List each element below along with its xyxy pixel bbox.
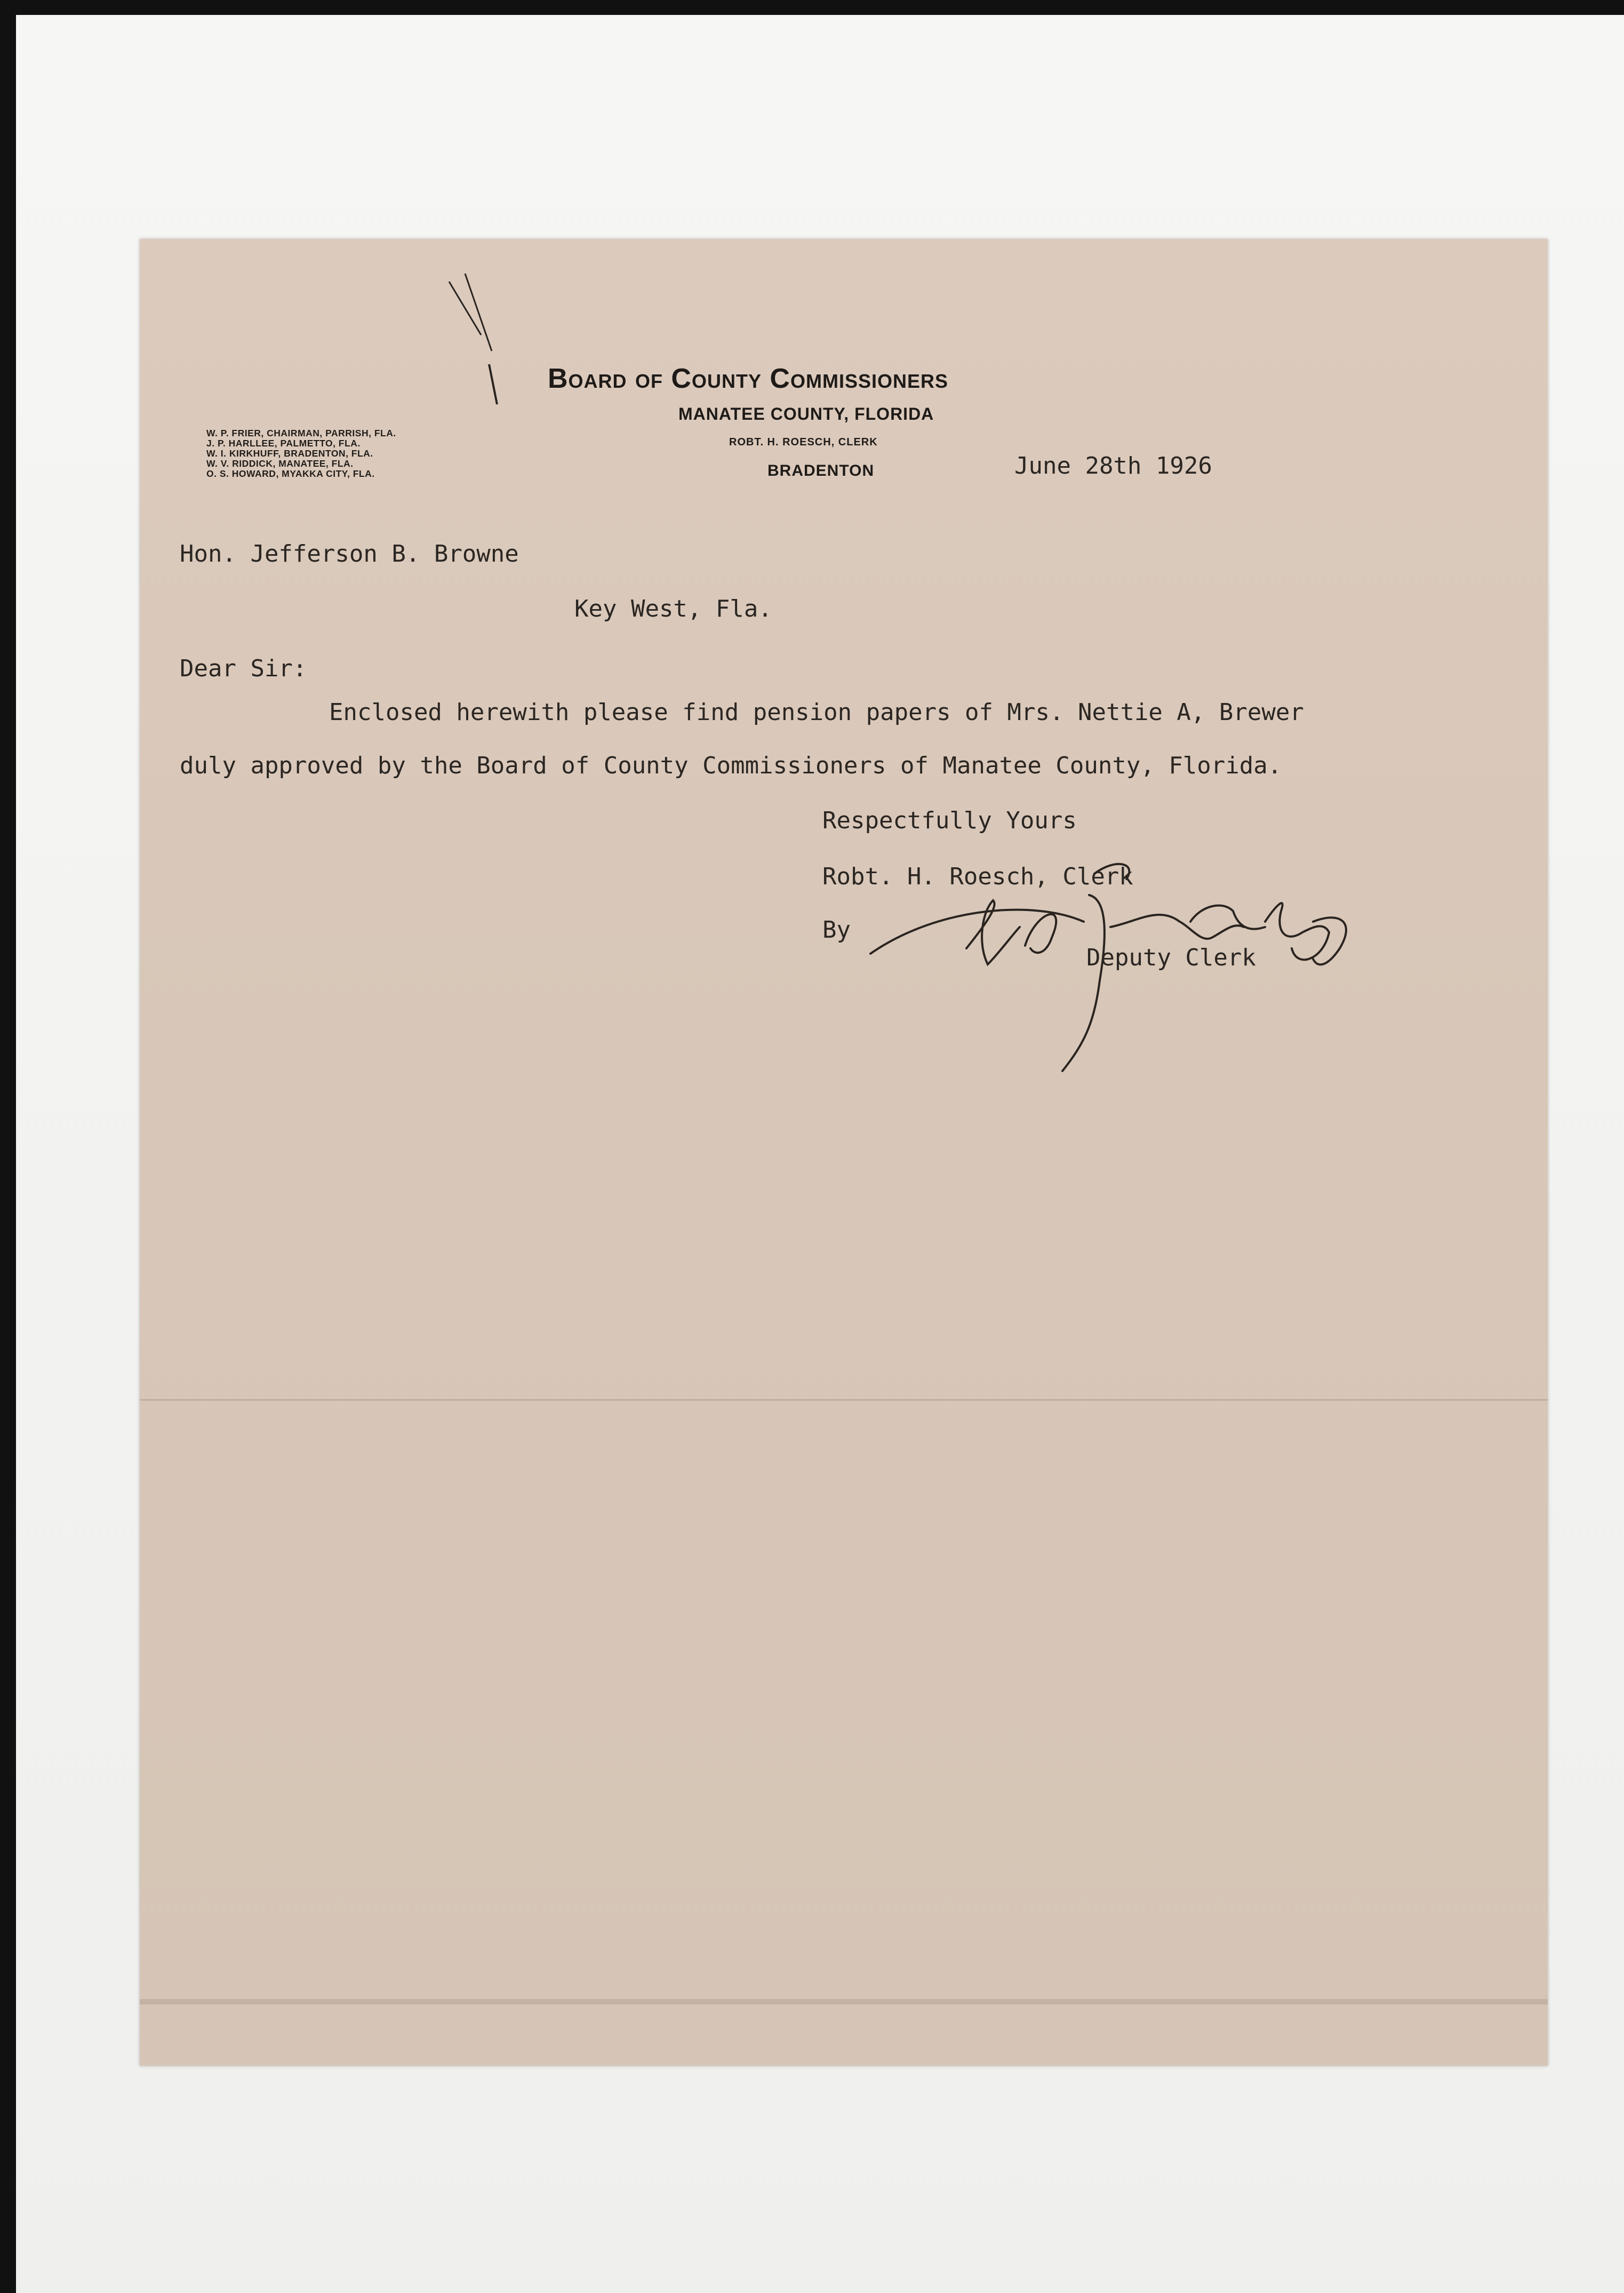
commissioner-line: J. P. HARLLEE, PALMETTO, FLA. (206, 438, 361, 449)
letter-sheet (140, 239, 1548, 2066)
by-label: By (822, 916, 851, 944)
fold-line (140, 1399, 1548, 1401)
commissioner-line: W. V. RIDDICK, MANATEE, FLA. (206, 458, 354, 469)
commissioner-line: W. I. KIRKHUFF, BRADENTON, FLA. (206, 448, 373, 459)
bottom-fold (140, 1999, 1548, 2004)
commissioners-list (206, 428, 396, 479)
letterhead-city: BRADENTON (767, 462, 875, 480)
scan-left-edge (0, 0, 16, 2293)
signatory-name: Robt. H. Roesch, Clerk (822, 863, 1133, 890)
body-line-2: duly approved by the Board of County Commissioners of Manatee County, Florida. (180, 752, 1282, 779)
letterhead-title: Board of County Commissioners (548, 363, 949, 394)
letterhead-clerk: ROBT. H. ROESCH, CLERK (729, 436, 878, 448)
commissioner-line: W. P. FRIER, CHAIRMAN, PARRISH, FLA. (206, 428, 396, 438)
addressee: Hon. Jefferson B. Browne (180, 540, 519, 568)
handwritten-signature (860, 842, 1382, 1082)
salutation: Dear Sir: (180, 655, 307, 682)
letter-date: June 28th 1926 (1014, 452, 1212, 480)
commissioner-line: O. S. HOWARD, MYAKKA CITY, FLA. (206, 468, 375, 479)
letterhead-county: MANATEE COUNTY, FLORIDA (678, 404, 934, 424)
scan-top-edge (0, 0, 1624, 15)
closing: Respectfully Yours (822, 807, 1077, 834)
deputy-title: Deputy Clerk (1086, 944, 1256, 971)
body-line-1: Enclosed herewith please find pension papers of Mrs. Nettie A, Brewer (329, 699, 1304, 726)
pen-marks-icon (444, 271, 508, 410)
address-city: Key West, Fla. (574, 595, 772, 622)
